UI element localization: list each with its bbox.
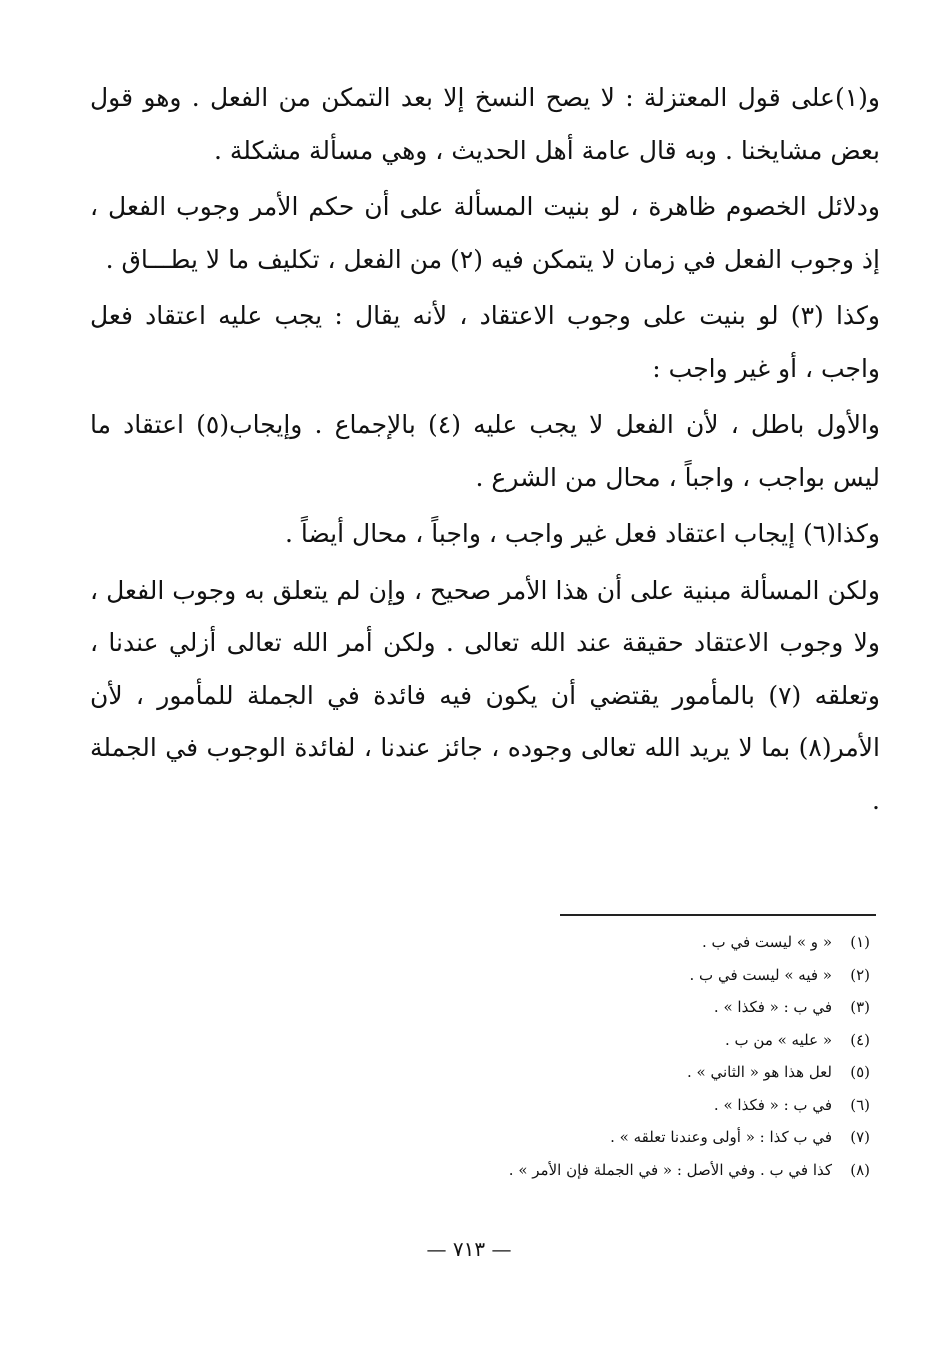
main-text (90, 72, 880, 831)
footnote-7 (300, 1121, 870, 1154)
footnote-2 (300, 959, 870, 992)
paragraph-2: ودلائل الخصوم ظاهرة ، لو بنيت المسألة على أن حكم الأمر وجوب الفعل ، إذ وجوب الفعل في زمان لا يتمكن فيه (٢) من الفعل ، تكليف ما لا يطـــاق . (90, 192, 880, 274)
footnote-text: كذا في ب . وفي الأصل : « في الجملة فإن الأمر » . (508, 1160, 832, 1179)
footnote-number: (٧) (850, 1128, 870, 1146)
footnote-text: « عليه » من ب . (724, 1030, 832, 1049)
footnote-number: (٤) (850, 1030, 870, 1049)
footnote-text: في ب : « فكذا » . (713, 998, 832, 1016)
footnote-6 (300, 1089, 870, 1122)
footnote-text: في ب كذا : « أولى وعندنا تعلقه » . (610, 1128, 832, 1146)
footnote-text: « و » ليست في ب . (702, 933, 832, 951)
paragraph-1: و(١)على قول المعتزلة : لا يصح النسخ إلا بعد التمكن من الفعل . وهو قول بعض مشايخنا . وبه قال عامة أهل الحديث ، وهي مسألة مشكلة . (90, 83, 880, 165)
footnote-5 (300, 1056, 870, 1089)
footnote-4 (300, 1024, 870, 1057)
footnote-number: (٢) (850, 965, 870, 984)
footnote-number: (٦) (850, 1095, 870, 1114)
footnote-text: في ب : « فكذا » . (713, 1095, 832, 1114)
footnote-number: (١) (850, 933, 870, 951)
paragraph-6: ولكن المسألة مبنية على أن هذا الأمر صحيح ، وإن لم يتعلق به وجوب الفعل ، ولا وجوب الاعتقاد حقيقة عند الله تعالى . ولكن أمر الله تعالى أزلي عندنا ، وتعلقه (٧) بالمأمور يقتضي أن يكون فيه فائدة في الجملة للمأمور ، لأن الأمر(٨) بما لا يريد الله تعالى وجوده ، جائز عندنا ، لفائدة الوجوب في الجملة . (90, 575, 880, 815)
footnote-1 (300, 926, 870, 959)
footnote-3 (300, 991, 870, 1024)
paragraph-4: والأول باطل ، لأن الفعل لا يجب عليه (٤) بالإجماع . وإيجاب(٥) اعتقاد ما ليس بواجب ، واجباً ، محال من الشرع . (90, 410, 880, 492)
footnote-number: (٥) (850, 1063, 870, 1081)
footnote-text: « فيه » ليست في ب . (689, 965, 832, 984)
footnote-text: لعل هذا هو « الثاني » . (686, 1063, 832, 1081)
footnote-8 (300, 1154, 870, 1187)
footnote-number: (٨) (850, 1160, 870, 1179)
page-number: — ٧١٣ — (426, 1237, 512, 1261)
footnote-divider (560, 914, 876, 916)
paragraph-5: وكذا(٦) إيجاب اعتقاد فعل غير واجب ، واجباً ، محال أيضاً . (284, 519, 880, 548)
footnote-number: (٣) (850, 998, 870, 1016)
paragraph-3: وكذا (٣) لو بنيت على وجوب الاعتقاد ، لأنه يقال : يجب عليه اعتقاد فعل واجب ، أو غير واجب : (90, 301, 880, 383)
footnotes-list (300, 926, 870, 1186)
